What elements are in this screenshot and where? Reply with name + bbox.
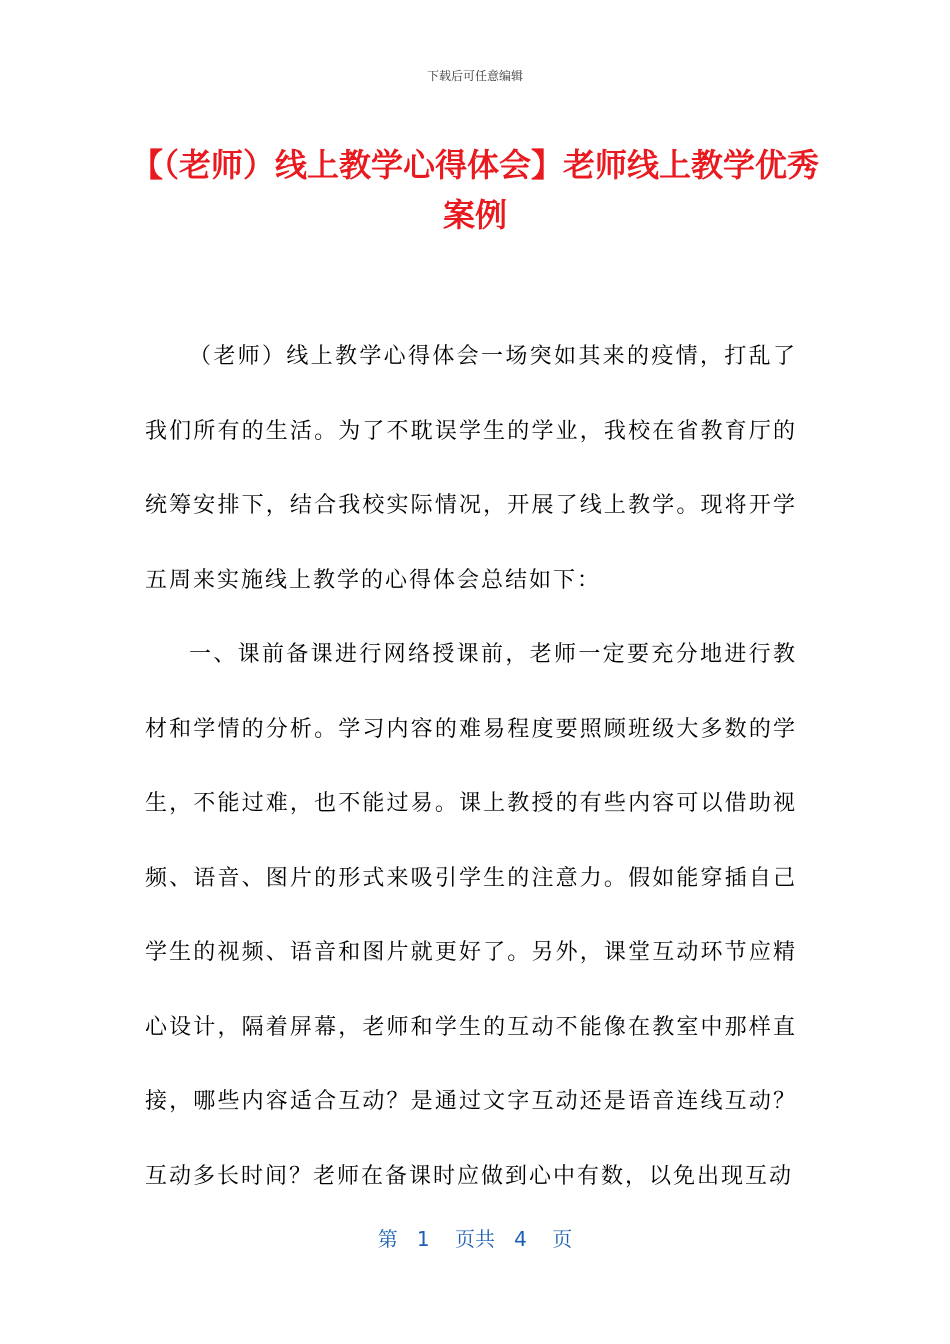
footer-suffix: 页 [552, 1227, 573, 1251]
document-title: 【（老师）线上教学心得体会】老师线上教学优秀案例 [130, 146, 819, 234]
document-body [145, 320, 797, 1214]
paragraph-intro: （老师）线上教学心得体会一场突如其来的疫情，打乱了我们所有的生活。为了不耽误学生的学业，我校在省教育厅的统筹安排下，结合我校实际情况，开展了线上教学。现将开学五周来实施线上教学的心得体会总结如下： [145, 344, 797, 593]
paragraph-lesson-prep: 一、课前备课进行网络授课前，老师一定要充分地进行教材和学情的分析。学习内容的难易程度要照顾班级大多数的学生，不能过难，也不能过易。课上教授的有些内容可以借助视频、语音、图片的形式来吸引学生的注意力。假如能穿插自己学生的视频、语音和图片就更好了。另外，课堂互动环节应精心设计，隔着屏幕，老师和学生的互动不能像在教室中那样直接，哪些内容适合互动？是通过文字互动还是语音连线互动？互动多长时间？老师在备课时应做到心中有数，以免出现互动 [145, 642, 797, 1189]
footer-current-page: 1 [416, 1227, 430, 1251]
page-footer [0, 1226, 950, 1252]
footer-total-pages: 4 [514, 1227, 527, 1251]
footer-prefix: 第 [377, 1227, 398, 1251]
footer-middle: 页共 [455, 1227, 495, 1251]
header-note: 下载后可任意编辑 [426, 69, 523, 83]
